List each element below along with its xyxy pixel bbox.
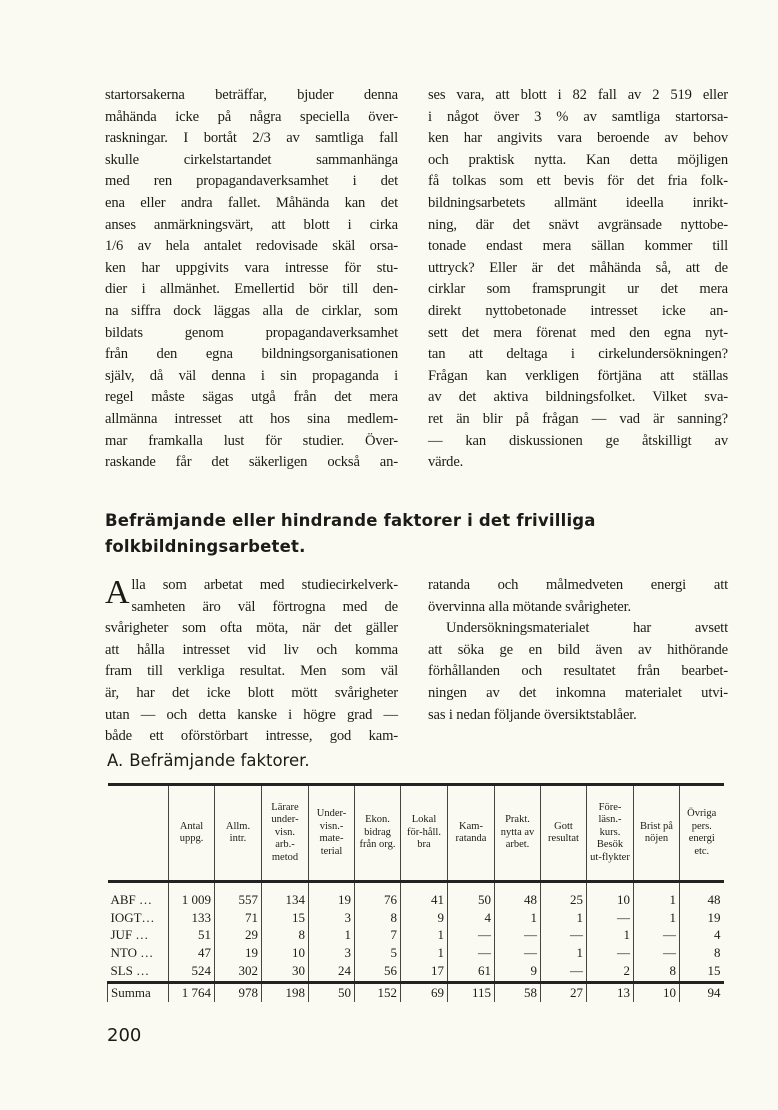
table-row: [108, 909, 724, 927]
table-cell: 557: [215, 882, 262, 909]
text-line: ken har angivits vara beroende av behov: [428, 130, 728, 147]
page-number: 200: [107, 1025, 142, 1046]
factors-table: [107, 783, 724, 1002]
table-cell: —: [448, 944, 495, 962]
table-cell: 19: [680, 909, 724, 927]
table-cell: 1: [495, 909, 541, 927]
total-cell: 13: [587, 982, 634, 1002]
table-cell: 56: [355, 961, 401, 982]
table-row: [108, 961, 724, 982]
column-left-section1: [105, 85, 398, 474]
table-cell: 10: [262, 944, 309, 962]
text-line: — kan diskussionen ge åtskilligt av: [428, 432, 728, 449]
text-line: ning, där det snävt avgränsade nyttobe-: [428, 216, 728, 233]
total-cell: 198: [262, 982, 309, 1002]
text-line: är, har det icke blott mött svårigheter: [105, 684, 398, 701]
text-line: tonade endast mera sällan kommer till: [428, 238, 728, 255]
table-cell: 8: [634, 961, 680, 982]
text-line: ena eller andra fallet. Måhända kan det: [105, 194, 398, 211]
total-cell: 1 764: [169, 982, 215, 1002]
text-line: förhållanden och resultatet från bearbet-: [428, 663, 728, 680]
text-line: både ett oförstörbart intresse, god kam-: [105, 728, 398, 745]
total-cell: 58: [495, 982, 541, 1002]
text-line: sas i nedan följande översiktstablåer.: [428, 706, 637, 723]
table-cell: 10: [587, 882, 634, 909]
table-cell: 5: [355, 944, 401, 962]
column-header: Gott resultat: [541, 785, 587, 882]
table-cell: 48: [495, 882, 541, 909]
text-line: bildats genom propagandaverksamhet: [105, 324, 398, 341]
total-cell: 10: [634, 982, 680, 1002]
table-cell: 8: [262, 926, 309, 944]
text-line: och praktisk nytta. Kan detta möjligen: [428, 151, 728, 168]
column-right-section2: [428, 575, 728, 726]
column-header: Övriga pers. energi etc.: [680, 785, 724, 882]
total-cell: 27: [541, 982, 587, 1002]
column-right-section1: [428, 85, 728, 474]
table-cell: 2: [587, 961, 634, 982]
text-line: att hålla intresset vid liv och komma: [105, 641, 398, 658]
table-total-row: [108, 982, 724, 1002]
table-cell: 29: [215, 926, 262, 944]
table-cell: —: [541, 926, 587, 944]
total-cell: 69: [401, 982, 448, 1002]
table-cell: —: [495, 944, 541, 962]
table-cell: 8: [680, 944, 724, 962]
column-header: Ekon. bidrag från org.: [355, 785, 401, 882]
subheading-letter: A.: [107, 751, 124, 770]
table-cell: 3: [309, 909, 355, 927]
text-line: dier i allmänhet. Emellertid bör till den-: [105, 281, 398, 298]
table-cell: 9: [495, 961, 541, 982]
column-header: Kam-ratanda: [448, 785, 495, 882]
column-header: Antal uppg.: [169, 785, 215, 882]
table-cell: 1: [309, 926, 355, 944]
row-label: NTO …: [110, 945, 154, 961]
text-line: raskningar. I bortåt 2/3 av samtliga fall: [105, 130, 398, 147]
text-line: i något över 3 % av samtliga startorsa-: [428, 108, 728, 125]
row-label: JUF …: [110, 927, 149, 943]
text-line: na siffra dock läggas alla de cirklar, som: [105, 302, 398, 319]
table-cell: 1: [401, 926, 448, 944]
column-header: Under-visn.-mate-terial: [309, 785, 355, 882]
table-cell: 1 009: [169, 882, 215, 909]
table-cell: —: [541, 961, 587, 982]
text-line: ses vara, att blott i 82 fall av 2 519 eller: [428, 87, 728, 103]
table-cell: 19: [215, 944, 262, 962]
total-cell: 978: [215, 982, 262, 1002]
table-cell: 51: [169, 926, 215, 944]
text-line: lla som arbetat med studiecirkelverk-: [131, 577, 398, 593]
text-line: regel måste sägas utgå från det mera: [105, 389, 398, 406]
table-cell: 7: [355, 926, 401, 944]
table-cell: 15: [680, 961, 724, 982]
table-cell: 71: [215, 909, 262, 927]
table-cell: 24: [309, 961, 355, 982]
table-cell: 4: [680, 926, 724, 944]
total-cell: 152: [355, 982, 401, 1002]
text-line: skulle cirkelstartandet sammanhänga: [105, 151, 398, 168]
text-line: utan — och detta kanske i högre grad —: [105, 706, 398, 723]
table-cell: 61: [448, 961, 495, 982]
heading-line-1: Befrämjande eller hindrande faktorer i det frivilliga: [105, 511, 596, 530]
text-line: fram till verkliga resultat. Men som väl: [105, 663, 398, 680]
table-cell: 302: [215, 961, 262, 982]
text-line: själv, då väl denna i sin propaganda i: [105, 367, 398, 384]
total-label: Summa: [108, 982, 169, 1002]
table-cell: 48: [680, 882, 724, 909]
column-header: Lärare under-visn. arb.-metod: [262, 785, 309, 882]
text-line: ningen av det inkomna materialet utvi-: [428, 684, 728, 701]
text-line: ratanda och målmedveten energi att: [428, 577, 728, 593]
subheading: [107, 751, 310, 770]
text-line: ken har uppgivits vara intresse för stu-: [105, 259, 398, 276]
table-cell: —: [634, 926, 680, 944]
text-line: mar framkalla lust för studier. Över-: [105, 432, 398, 449]
text-line: startorsakerna beträffar, bjuder denna: [105, 87, 398, 103]
text-line: Undersökningsmaterialet har avsett: [446, 620, 728, 637]
text-line: svårigheter som ofta möta, när det gäller: [105, 620, 398, 637]
column-header: Allm. intr.: [215, 785, 262, 882]
text-line: uttryck? Eller är det måhända så, att de: [428, 259, 728, 276]
text-line: direkt nyttobetonade intresset icke an-: [428, 302, 728, 319]
text-line: sett det mera förenat med den egna nyt-: [428, 324, 728, 341]
text-line: raskande får det säkerligen också an-: [105, 454, 398, 471]
subheading-title: Befrämjande faktorer.: [129, 751, 310, 770]
table-cell: 524: [169, 961, 215, 982]
text-line: Frågan kan verkligen förtjäna att ställas: [428, 367, 728, 384]
total-cell: 115: [448, 982, 495, 1002]
text-line: övervinna alla mötande svårigheter.: [428, 598, 632, 615]
section-heading: [105, 508, 596, 560]
table-cell: 50: [448, 882, 495, 909]
table-cell: 41: [401, 882, 448, 909]
table-cell: 1: [634, 882, 680, 909]
table-cell: 47: [169, 944, 215, 962]
column-header: Brist på nöjen: [634, 785, 680, 882]
text-line: att söka ge en bild även av hithörande: [428, 641, 728, 658]
text-line: cirklar som framsprungit ur det mera: [428, 281, 728, 298]
table-row: [108, 944, 724, 962]
table-cell: 25: [541, 882, 587, 909]
text-line: från den egna bildningsorganisationen: [105, 346, 398, 363]
table-cell: 17: [401, 961, 448, 982]
text-line: få tolkas som ett bevis för det fria folk-: [428, 173, 728, 190]
text-line: värde.: [428, 454, 464, 471]
row-label: SLS …: [108, 961, 169, 982]
table-cell: —: [495, 926, 541, 944]
column-header: Prakt. nytta av arbet.: [495, 785, 541, 882]
column-left-section2: [105, 575, 398, 748]
table-cell: 3: [309, 944, 355, 962]
text-line: allmänna intresset att hos sina medlem-: [105, 410, 398, 427]
text-line: av det aktiva bildningsfolket. Vilket sva-: [428, 389, 728, 406]
table-row: [108, 926, 724, 944]
total-cell: 50: [309, 982, 355, 1002]
table-cell: —: [634, 944, 680, 962]
table-cell: 8: [355, 909, 401, 927]
table-row: [108, 882, 724, 909]
total-cell: 94: [680, 982, 724, 1002]
table-cell: 134: [262, 882, 309, 909]
table-cell: 19: [309, 882, 355, 909]
table-cell: —: [587, 909, 634, 927]
text-line: med ren propagandaverksamhet i det: [105, 173, 398, 190]
text-line: anses anmärkningsvärt, att blott i cirka: [105, 216, 398, 233]
table-cell: —: [587, 944, 634, 962]
row-label: IOGT…: [110, 909, 155, 925]
table-cell: 1: [541, 944, 587, 962]
column-header: Före-läsn.-kurs. Besök ut-flykter: [587, 785, 634, 882]
table-header-row: [108, 785, 724, 882]
table-cell: 15: [262, 909, 309, 927]
row-label: ABF …: [110, 892, 153, 908]
text-line: måhända icke på några speciella över-: [105, 108, 398, 125]
text-line: samheten äro väl förtrogna med de: [131, 598, 398, 615]
column-header: Lokal för-håll. bra: [401, 785, 448, 882]
heading-line-2: folkbildningsarbetet.: [105, 537, 306, 556]
text-line: 1/6 av hela antalet redovisade skäl orsa-: [105, 238, 398, 255]
table-cell: 1: [541, 909, 587, 927]
table-cell: 1: [634, 909, 680, 927]
table-cell: 9: [401, 909, 448, 927]
table-cell: 1: [587, 926, 634, 944]
table-cell: —: [448, 926, 495, 944]
table-cell: 30: [262, 961, 309, 982]
table-cell: 133: [169, 909, 215, 927]
text-line: ret än blir på frågan — vad är sanning?: [428, 410, 728, 427]
column-header: [108, 785, 169, 882]
text-line: tan att deltaga i cirkelundersökningen?: [428, 346, 728, 363]
drop-cap: A: [105, 574, 130, 611]
table-cell: 4: [448, 909, 495, 927]
table-cell: 76: [355, 882, 401, 909]
text-line: bildningsarbetets allmänt ideella inrikt-: [428, 194, 728, 211]
table-cell: 1: [401, 944, 448, 962]
